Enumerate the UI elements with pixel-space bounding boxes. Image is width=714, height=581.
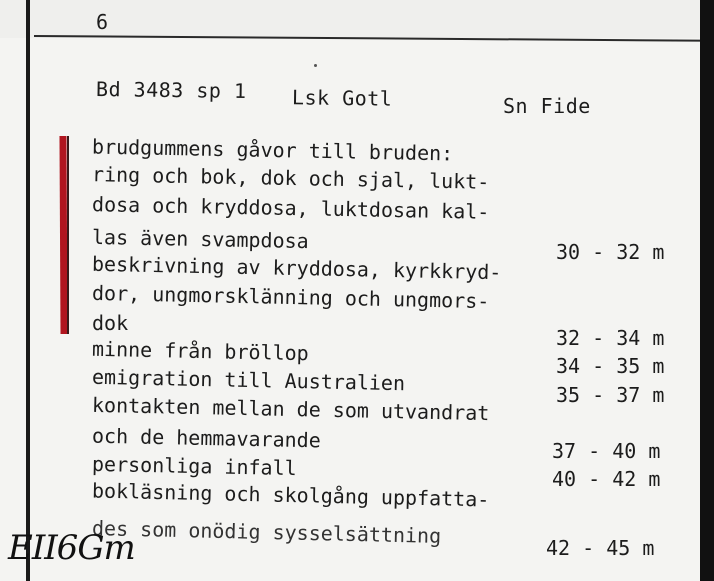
- card-right-edge: [700, 0, 714, 581]
- page-range: 42 - 45 m: [546, 536, 655, 560]
- entry-line: kontakten mellan de som utvandrat: [91, 392, 490, 426]
- entry-line: beskrivning av kryddosa, kyrkkryd-: [91, 251, 502, 285]
- entry-line: ring och bok, dok och sjal, lukt-: [91, 162, 490, 194]
- handwritten-classification-code: EII6Gm: [8, 528, 135, 568]
- dot-mark: [314, 64, 317, 67]
- entry-line: dok: [92, 311, 129, 335]
- entry-line: dor, ungmorsklänning och ungmors-: [91, 280, 490, 314]
- entry-line: och de hemmavarande: [91, 423, 322, 453]
- page-range: 40 - 42 m: [552, 467, 661, 491]
- card-left-edge: [26, 0, 30, 581]
- entry-line: brudgummens gåvor till bruden:: [91, 134, 454, 166]
- entry-line: minne från bröllop: [91, 336, 309, 366]
- record-id: Bd 3483 sp 1: [95, 76, 247, 104]
- snippet-number: 6: [96, 10, 109, 34]
- marker-bar-edge: [67, 136, 69, 334]
- province: Lsk Gotl: [291, 85, 393, 111]
- entry-line: las även svampdosa: [91, 224, 309, 254]
- page-range: 32 - 34 m: [556, 326, 665, 350]
- entry-line: bokläsning och skolgång uppfatta-: [91, 478, 490, 512]
- parish: Sn Fide: [503, 94, 591, 118]
- page-range: 35 - 37 m: [556, 383, 665, 407]
- entry-line: dosa och kryddosa, luktdosan kal-: [91, 192, 490, 224]
- page-range: 37 - 40 m: [552, 439, 661, 463]
- page-range: 30 - 32 m: [556, 240, 665, 264]
- entry-line: des som onödig sysselsättning: [91, 516, 442, 548]
- entry-line: personliga infall: [91, 451, 297, 481]
- page-range: 34 - 35 m: [556, 354, 665, 378]
- entry-line: emigration till Australien: [91, 364, 406, 396]
